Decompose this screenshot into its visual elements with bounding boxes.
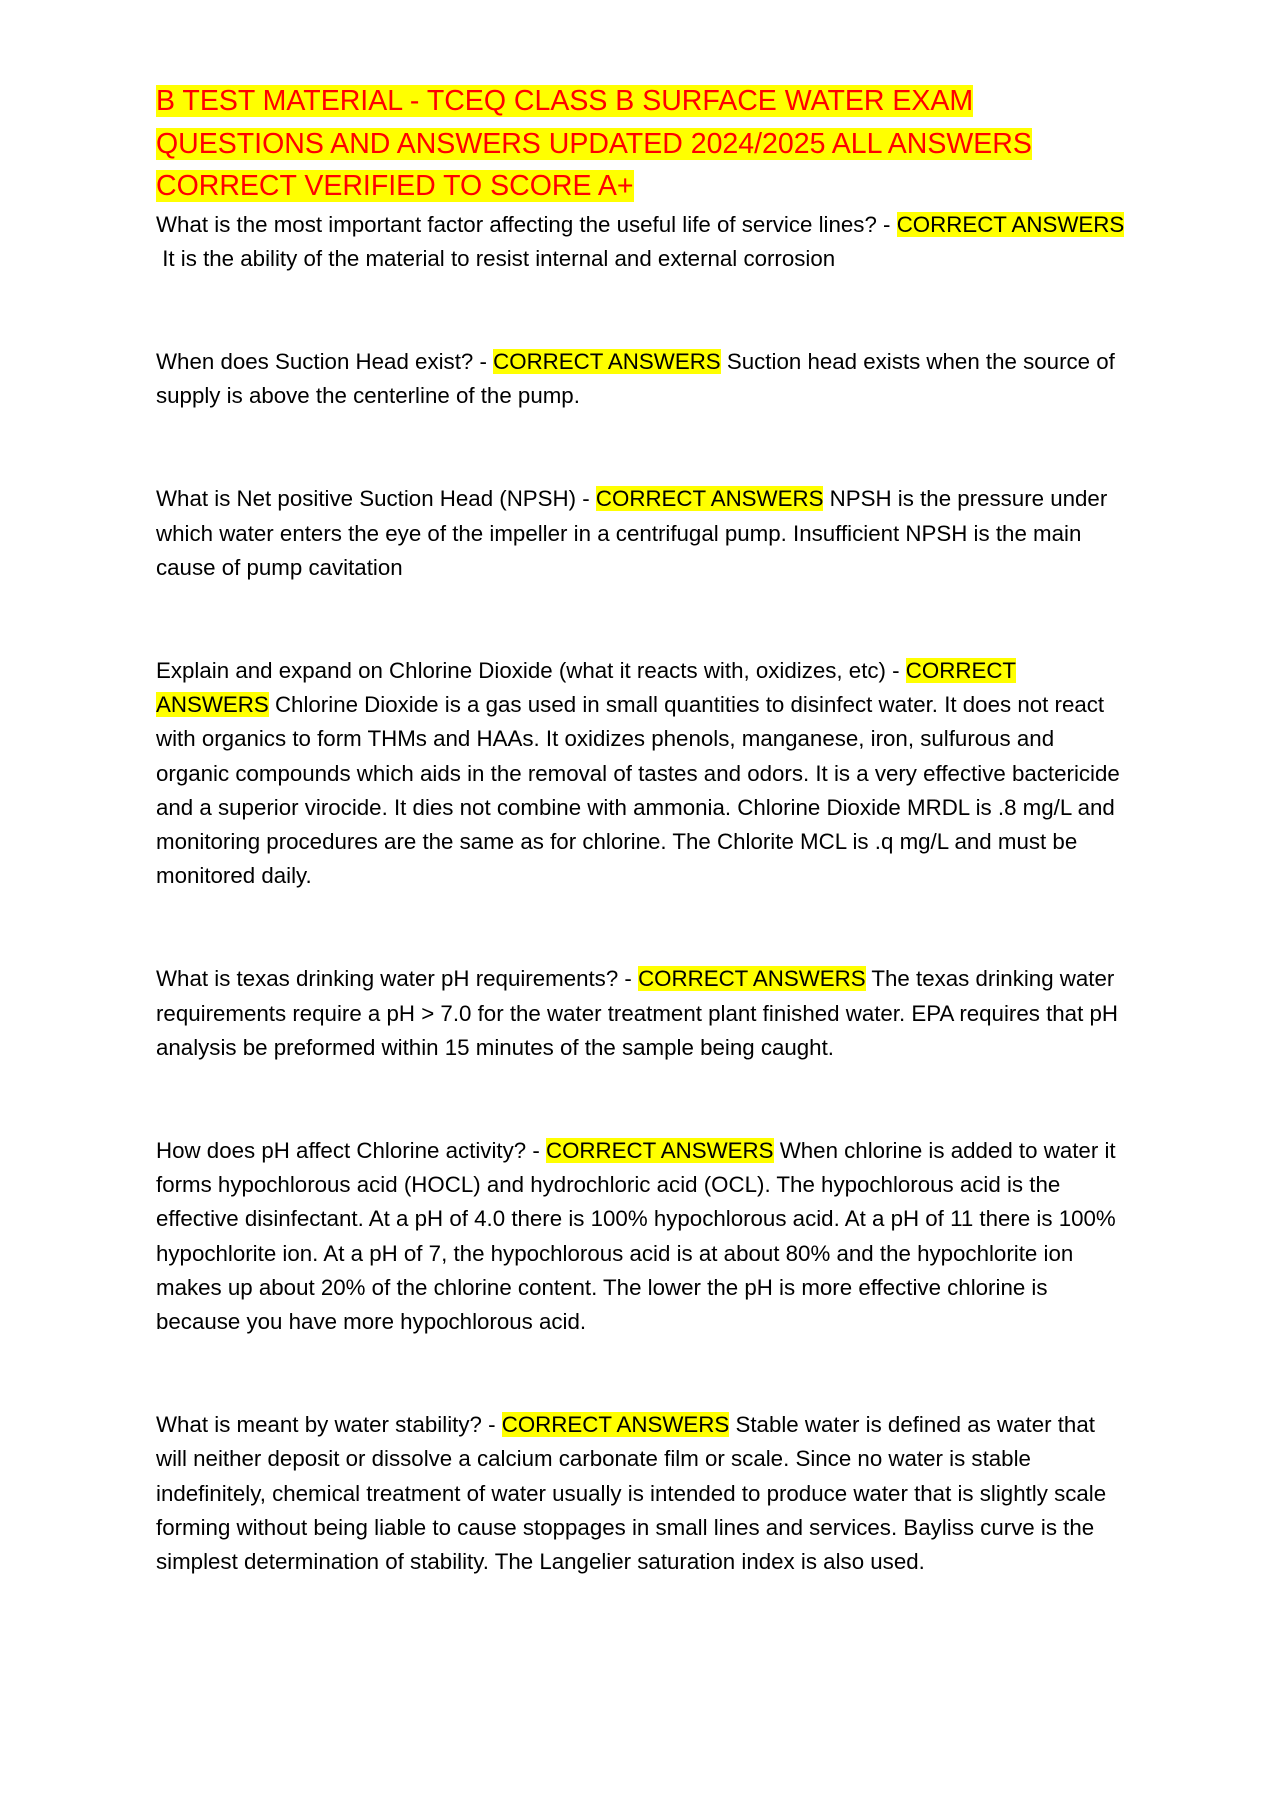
question-text: What is texas drinking water pH requirements? - (156, 966, 632, 992)
qa-item (156, 208, 1131, 276)
answer-text: NPSH is the pressure under which water enters the eye of the impeller in a centrifugal pump. Insufficient NPSH is the main cause of pump cavitation (156, 486, 1108, 580)
question-text: What is meant by water stability? - (156, 1412, 496, 1438)
question-text: What is the most important factor affecting the useful life of service lines? - (156, 211, 891, 237)
answer-marker: CORRECT ANSWERS (638, 966, 866, 992)
answer-marker: CORRECT ANSWERS (545, 1137, 774, 1163)
qa-item (156, 654, 1131, 893)
qa-item (156, 482, 1131, 585)
question-text: What is Net positive Suction Head (NPSH) - (156, 486, 590, 512)
answer-marker: CORRECT ANSWERS (501, 1412, 730, 1438)
qa-item (156, 962, 1131, 1065)
answer-marker: CORRECT ANSWERS (156, 657, 1017, 718)
question-text: Explain and expand on Chlorine Dioxide (what it reacts with, oxidizes, etc) - (156, 657, 900, 683)
answer-marker: CORRECT ANSWERS (493, 348, 721, 374)
answer-marker: CORRECT ANSWERS (896, 211, 1125, 237)
title-highlight: B TEST MATERIAL - TCEQ CLASS B SURFACE WATER EXAM QUESTIONS AND ANSWERS UPDATED 2024/2025 ALL ANSWERS CORRECT VERIFIED TO SCORE A+ (156, 85, 1032, 202)
question-text: When does Suction Head exist? - (156, 348, 487, 374)
qa-item (156, 1134, 1131, 1339)
qa-item (156, 345, 1131, 413)
answer-text: It is the ability of the material to resist internal and external corrosion (162, 245, 836, 271)
qa-item (156, 1408, 1131, 1579)
answer-text: Chlorine Dioxide is a gas used in small quantities to disinfect water. It does not react with organics to form THMs and HAAs. It oxidizes phenols, manganese, iron, sulfurous and organic compounds which aids in the removal of tastes and odors. It is a very effective bactericide and a superior virocide. It dies not combine with ammonia. Chlorine Dioxide MRDL is .8 mg/L and monitoring procedures are the same as for chlorine. The Chlorite MCL is .q mg/L and must be monitored daily. (156, 692, 1120, 889)
answer-marker: CORRECT ANSWERS (595, 486, 824, 512)
document-title (156, 80, 1131, 208)
document-page (156, 80, 1131, 1648)
answer-text: When chlorine is added to water it forms hypochlorous acid (HOCL) and hydrochloric acid (OCL). The hypochlorous acid is the effective disinfectant. At a pH of 4.0 there is 100% hypochlorous acid. At a pH of 11 there is 100% hypochlorite ion. At a pH of 7, the hypochlorous acid is at about 80% and the hypochlorite ion makes up about 20% of the chlorine content. The lower the pH is more effective chlorine is because you have more hypochlorous acid. (156, 1137, 1116, 1334)
question-text: How does pH affect Chlorine activity? - (156, 1137, 540, 1163)
answer-text: Stable water is defined as water that will neither deposit or dissolve a calcium carbonate film or scale. Since no water is stable indefinitely, chemical treatment of water usually is intended to produce water that is slightly scale forming without being liable to cause stoppages in small lines and services. Bayliss curve is the simplest determination of stability. The Langelier saturation index is also used. (156, 1412, 1107, 1574)
answer-text: The texas drinking water requirements require a pH > 7.0 for the water treatment plant finished water. EPA requires that pH analysis be preformed within 15 minutes of the sample being caught. (156, 966, 1118, 1060)
answer-text: Suction head exists when the source of supply is above the centerline of the pump. (156, 348, 1115, 409)
